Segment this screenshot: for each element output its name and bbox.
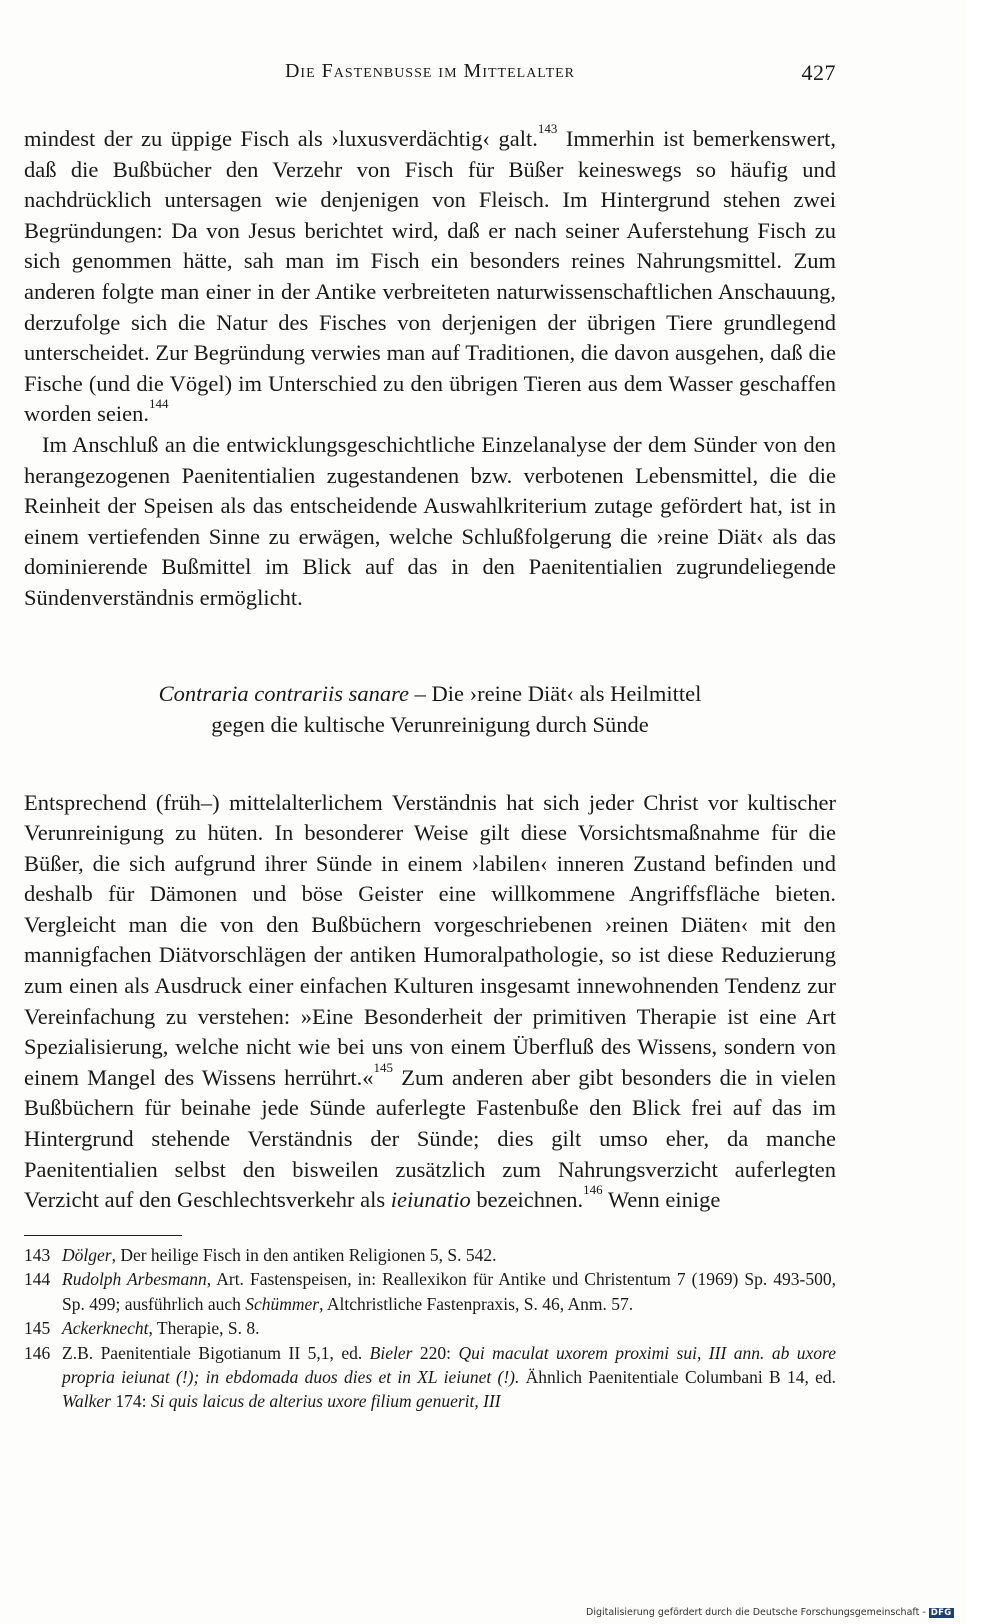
footnote-number: 144 xyxy=(24,1269,51,1290)
footnote-143 xyxy=(24,1243,836,1267)
footnote-text xyxy=(62,1243,836,1267)
section-heading-line-1-rest: – Die ›reine Diät‹ als Heilmittel xyxy=(409,681,702,706)
footnote-latin-quote-1: Qui maculat uxorem proximi sui, III ann. ab uxore propria ieiunat (!); in ebdomada duos dies et in XL ieiunet (!). xyxy=(62,1342,836,1388)
footnote-author: Ackerknecht xyxy=(62,1318,149,1339)
footnote-145 xyxy=(24,1316,836,1340)
footnote-author-2: Walker xyxy=(62,1391,111,1412)
footnote-number: 146 xyxy=(24,1342,51,1363)
footnote-author: Rudolph Arbesmann xyxy=(62,1269,207,1290)
scan-margin xyxy=(966,0,1000,1624)
footnote-citation: Z.B. Paenitentiale Bigotianum II 5,1, ed. xyxy=(62,1342,370,1363)
footnote-number: 145 xyxy=(24,1318,51,1339)
footnote-citation-4: 174: xyxy=(110,1391,151,1412)
footnote-citation-3: Ähnlich Paenitentiale Columbani B 14, ed. xyxy=(519,1367,836,1388)
paragraph-3-latin-term: ieiunatio xyxy=(390,1187,471,1213)
running-title: Die Fastenbusse im Mittelalter xyxy=(284,60,576,82)
footnote-divider xyxy=(24,1235,182,1236)
footnote-ref-143: 143 xyxy=(537,121,558,136)
main-text-top xyxy=(24,121,836,614)
footnote-ref-145: 145 xyxy=(373,1059,394,1075)
footnote-citation: , Therapie, S. 8. xyxy=(148,1318,260,1339)
footnotes xyxy=(24,1243,836,1414)
paragraph-3-text-a: Entsprechend (früh–) mittelalterlichem Verständnis hat sich jeder Christ vor kultischer Verunreinigung zu hüten. In besonderer Weise gilt diese Vorsichtsmaßnahme für die Büßer, die sich aufgrund ihrer Sünde in einem ›labilen‹ inneren Zustand befinden und deshalb für Dämonen und böse Geister eine willkommene Angriffsfläche bieten. Vergleicht man die von den Bußbüchern vorgeschriebenen ›reinen Diäten‹ mit den mannigfachen Diätvorschlägen der antiken Humoralpathologie, so ist diese Reduzierung zum einen als Ausdruck einer einfachen Kulturen insgesamt innewohnenden Tendenz zur Vereinfachung zu verstehen: »Eine Besonderheit der primitiven Therapie ist eine Art Spezialisierung, welche nicht wie bei uns von einem Überfluß des Wissens, sondern von einem Mangel des Wissens herrührt.« xyxy=(24,789,836,1090)
section-heading-line-1 xyxy=(24,678,836,709)
footnote-number: 143 xyxy=(24,1245,51,1265)
footnote-text xyxy=(62,1341,836,1414)
footnote-146 xyxy=(24,1341,836,1414)
section-heading-latin: Contraria contrariis sanare xyxy=(158,681,410,706)
paragraph-3-text-d: Wenn einige xyxy=(602,1187,721,1213)
footnote-ref-146: 146 xyxy=(583,1182,603,1198)
credit-text: Digitalisierung gefördert durch die Deutsche Forschungsgemeinschaft - xyxy=(586,1607,926,1618)
section-heading-line-2: gegen die kultische Verunreinigung durch Sünde xyxy=(211,712,649,737)
dfg-logo: DFG xyxy=(930,1608,952,1618)
footnote-author: Bieler xyxy=(369,1342,413,1363)
paragraph-1-text-a: mindest der zu üppige Fisch als ›luxusverdächtig‹ galt. xyxy=(24,126,538,151)
section-heading xyxy=(24,678,836,740)
footnote-citation-2: 220: xyxy=(412,1342,459,1363)
page-number: 427 xyxy=(801,60,836,85)
footnote-144 xyxy=(24,1267,836,1316)
footnote-text xyxy=(62,1316,836,1340)
paragraph-1 xyxy=(24,121,836,430)
footnote-citation: , Der heilige Fisch in den antiken Religionen 5, S. 542. xyxy=(111,1245,497,1265)
paragraph-3-text-c: bezeichnen. xyxy=(470,1187,584,1213)
footnote-citation-2: , Altchristliche Fastenpraxis, S. 46, Anm. 57. xyxy=(319,1293,634,1314)
paragraph-2: Im Anschluß an die entwicklungsgeschichtliche Einzelanalyse der dem Sünder von den herangezogenen Paenitentialien zugestandenen bzw. verbotenen Lebensmittel, die die Reinheit der Speisen als das entscheidende Auswahlkriterium zutage gefördert hat, ist in einem vertiefenden Sinne zu erwägen, welche Schlußfolgerung die ›reine Diät‹ als das dominierende Bußmittel im Blick auf das in den Paenitentialien zugrundeliegende Sündenverständnis ermöglicht. xyxy=(24,431,836,610)
digitization-credit xyxy=(586,1607,954,1618)
footnote-ref-144: 144 xyxy=(148,396,169,412)
footnote-citation: , Art. Fastenspeisen, in: Reallexikon für Antike und Christentum 7 (1969) Sp. 493-500, Sp. 499; ausführlich auch xyxy=(62,1269,836,1314)
footnote-author: Dölger xyxy=(62,1245,112,1265)
paragraph-3-text-b: Zum anderen aber gibt besonders die in vielen Bußbüchern für beinahe jede Sünde auferlegte Fastenbuße den Blick frei auf das im Hintergrund stehende Verständnis der Sünde; dies gilt umso eher, da manche Paenitentialien selbst den bisweilen zusätzlich zum Nahrungsverzicht auferlegten Verzicht auf den Geschlechtsverkehr als xyxy=(24,1064,836,1213)
footnote-author-2: Schümmer xyxy=(245,1293,320,1314)
footnote-text xyxy=(62,1267,836,1316)
paragraph-3 xyxy=(24,788,836,1216)
main-text-bottom xyxy=(24,765,836,1238)
paragraph-1-text-b: Immerhin ist bemerkenswert, daß die Bußbücher den Verzehr von Fisch für Büßer keineswegs so häufig und nachdrücklich untersagen wie denjenigen von Fleisch. Im Hintergrund stehen zwei Begründungen: Da von Jesus berichtet wird, daß er nach seiner Auferstehung Fisch zu sich genommen hätte, sah man im Fisch ein besonders reines Nahrungsmittel. Zum anderen folgte man einer in der Antike verbreiteten naturwissenschaftlichen Anschauung, derzufolge sich die Natur des Fisches von derjenigen der übrigen Tiere grundlegend unterscheidet. Zur Begründung verwies man auf Traditionen, die davon ausgehen, daß die Fische (und die Vögel) im Unterschied zu den übrigen Tieren aus dem Wasser geschaffen worden seien. xyxy=(24,126,836,427)
footnote-latin-quote-2: Si quis laicus de alterius uxore filium genuerit, III xyxy=(150,1391,501,1412)
